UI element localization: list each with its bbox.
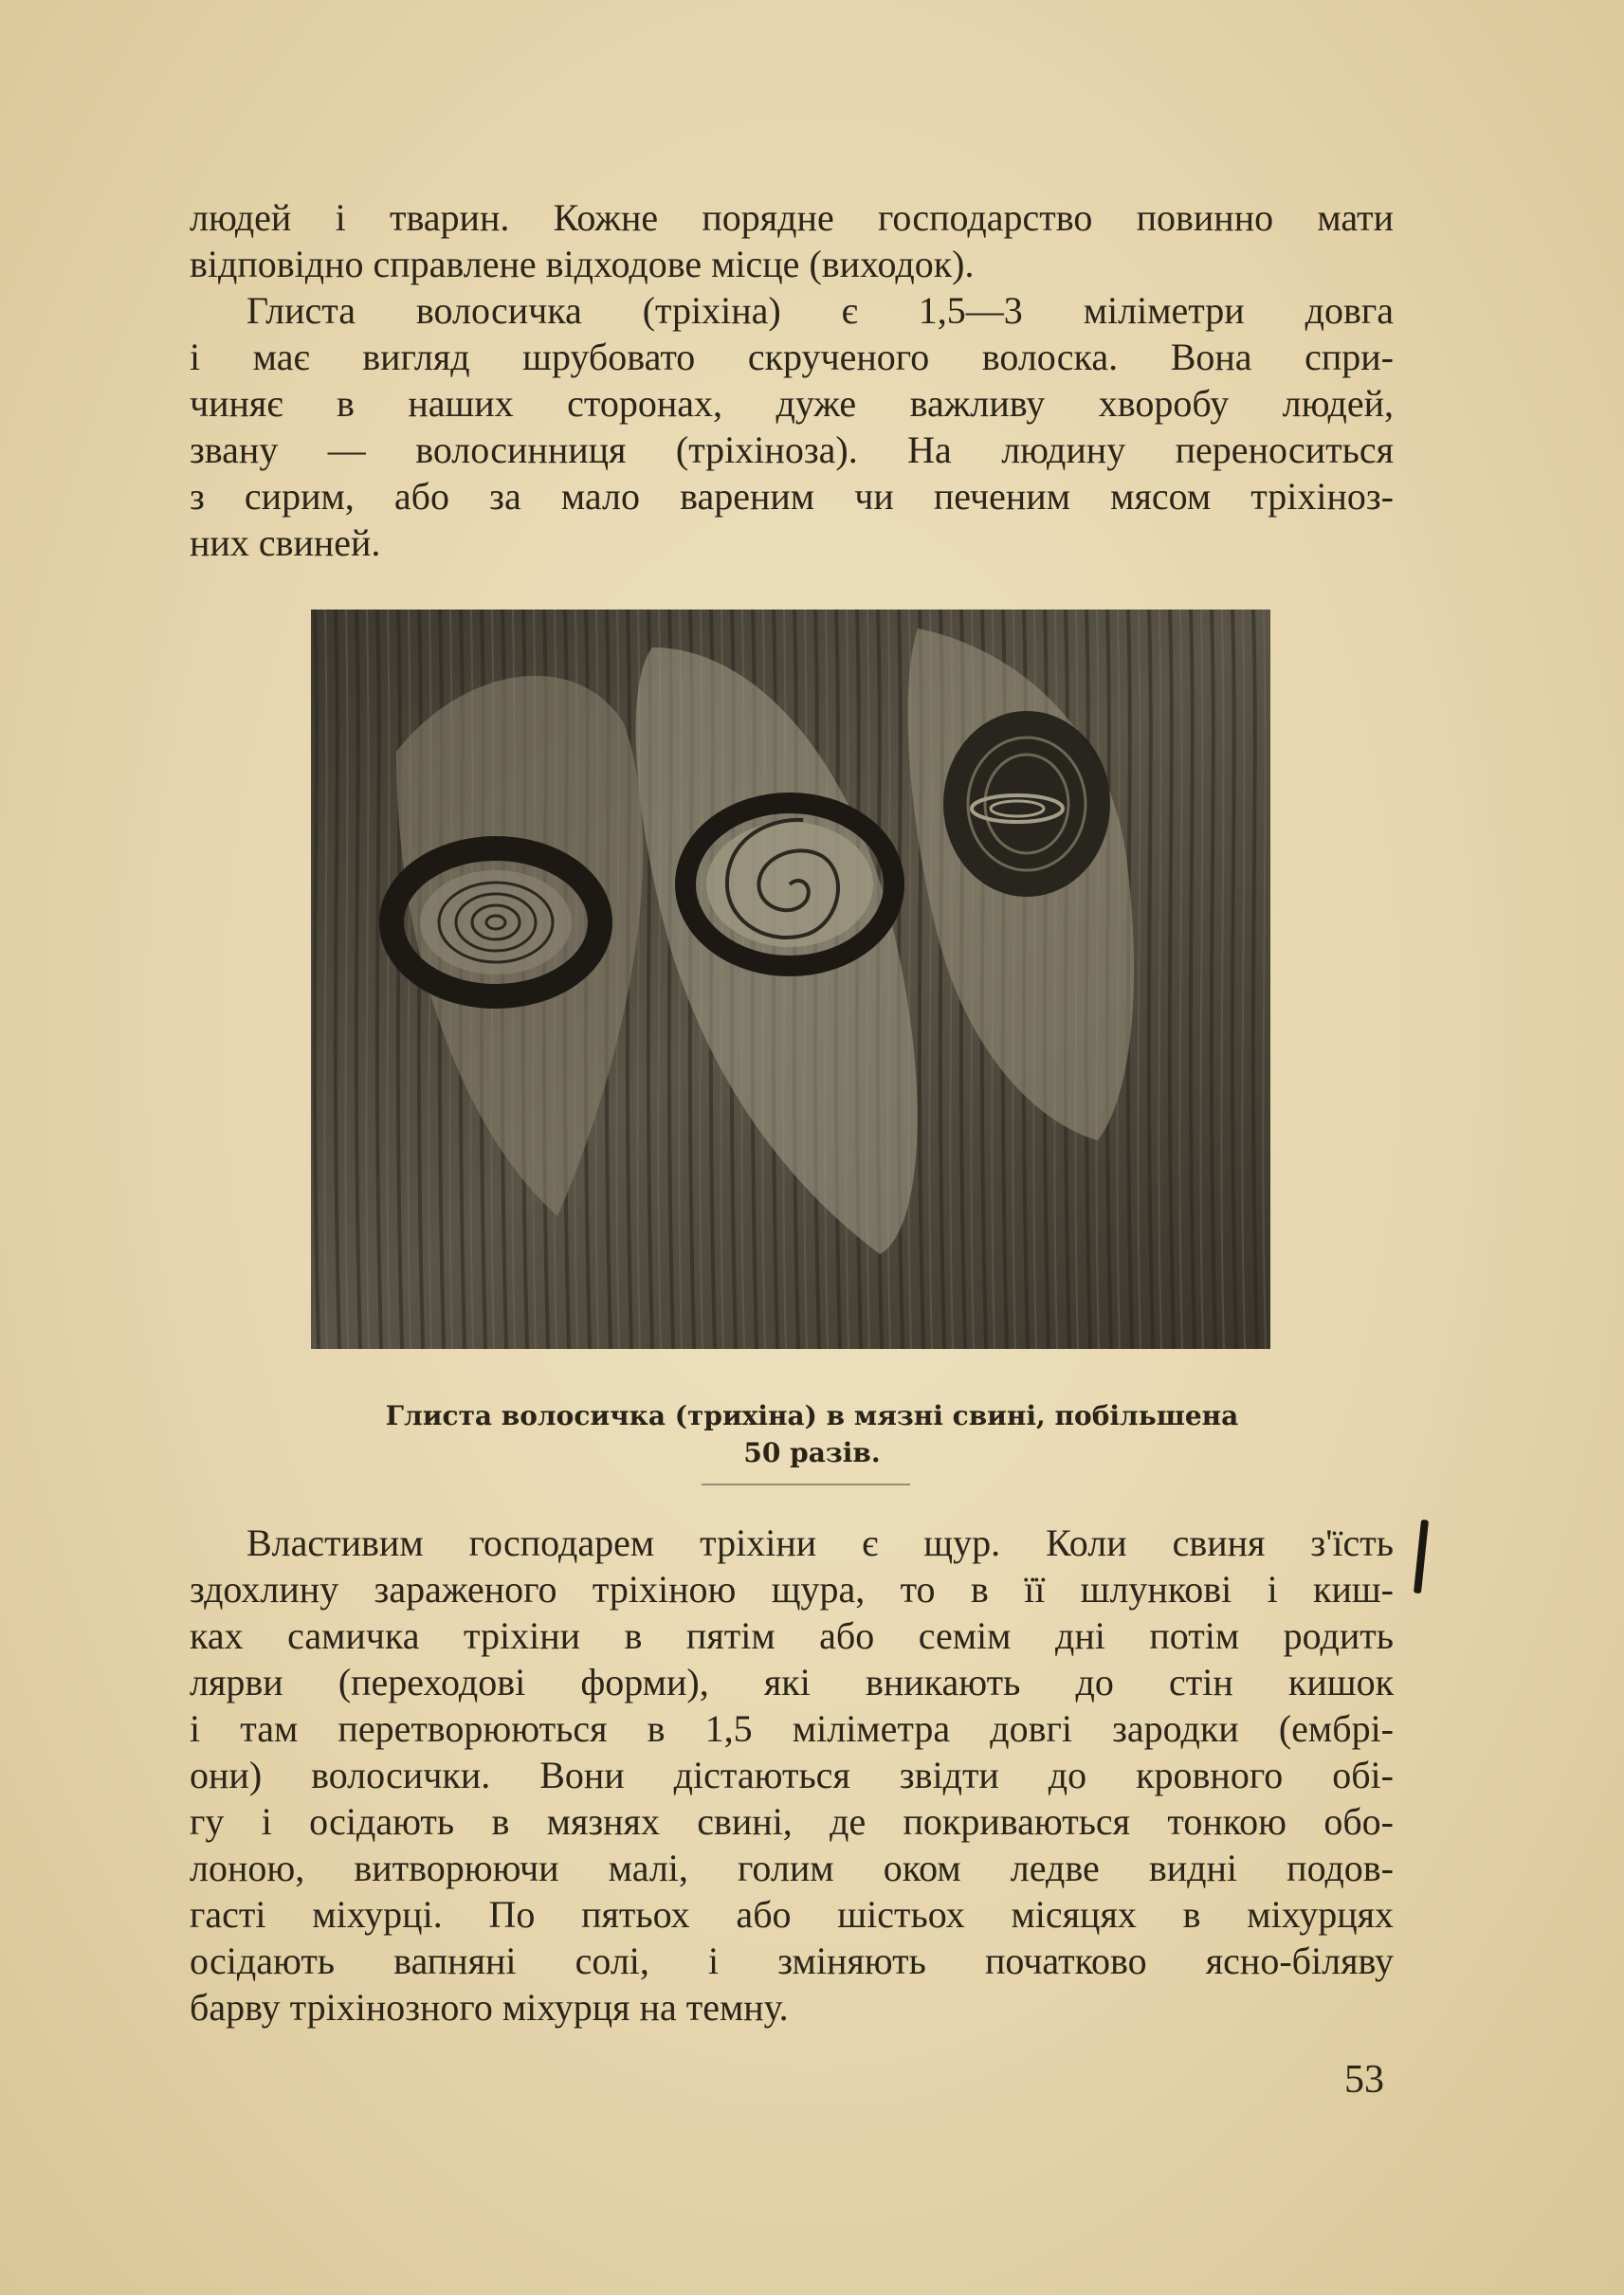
text-line: них свиней. xyxy=(190,521,381,564)
text-line: звану — волосинниця (тріхіноза). На людину переноситься xyxy=(190,428,1394,471)
text-line: людей і тварин. Кожне порядне господарство повинно мати xyxy=(190,196,1394,239)
top-paragraph xyxy=(190,194,1394,566)
caption-divider xyxy=(702,1484,910,1485)
page-number: 53 xyxy=(1344,2058,1384,2102)
text-line: гу і осідають в мязнях свині, де покриваються тонкою обо- xyxy=(190,1800,1394,1843)
text-line: відповідно справлене відходове місце (виходок). xyxy=(190,243,975,285)
cyst-left xyxy=(392,848,600,996)
text-line: гасті міхурці. По пятьох або шістьох місяцях в міхурцях xyxy=(190,1893,1394,1936)
text-line: здохлину зараженого тріхіною щура, то в її шлункові і киш- xyxy=(190,1568,1394,1611)
bottom-paragraph xyxy=(190,1520,1394,2031)
text-line: Глиста волосичка (тріхіна) є 1,5—3 міліметри довга xyxy=(246,289,1394,332)
text-line: лоною, витворюючи малі, голим оком ледве видні подов- xyxy=(190,1847,1394,1889)
figure-caption-continued: 50 разів. xyxy=(743,1437,881,1468)
handwritten-margin-mark xyxy=(1414,1520,1429,1594)
text-line: з сирим, або за мало вареним чи печеним мясом тріхіноз- xyxy=(190,475,1394,518)
text-line: они) волосички. Вони дістаються звідти до кровного обі- xyxy=(190,1754,1394,1796)
text-line: Властивим господарем тріхіни є щур. Коли свиня з'їсть xyxy=(246,1521,1394,1564)
text-line: ках самичка тріхіни в пятім або семім дні потім родить xyxy=(190,1614,1394,1657)
text-line: лярви (переходові форми), які вникають до стін кишок xyxy=(190,1661,1394,1703)
text-line: осідають вапняні солі, і зміняють початково ясно-біляву xyxy=(190,1940,1394,1982)
text-line: чиняє в наших сторонах, дуже важливу хворобу людей, xyxy=(190,382,1394,425)
figure-caption: Глиста волосичка (трихіна) в мязні свині, побільшена xyxy=(385,1400,1239,1431)
trichina-engraving xyxy=(311,610,1270,1349)
text-line: барву тріхінозного міхурця на темну. xyxy=(190,1986,789,2029)
text-line: і має вигляд шрубовато скрученого волоска. Вона спри- xyxy=(190,336,1394,378)
trichina-illustration xyxy=(311,610,1270,1349)
cyst-center xyxy=(685,803,894,966)
text-line: і там перетворюються в 1,5 міліметра довгі зародки (ембрі- xyxy=(190,1707,1394,1750)
cyst-right xyxy=(943,711,1110,897)
